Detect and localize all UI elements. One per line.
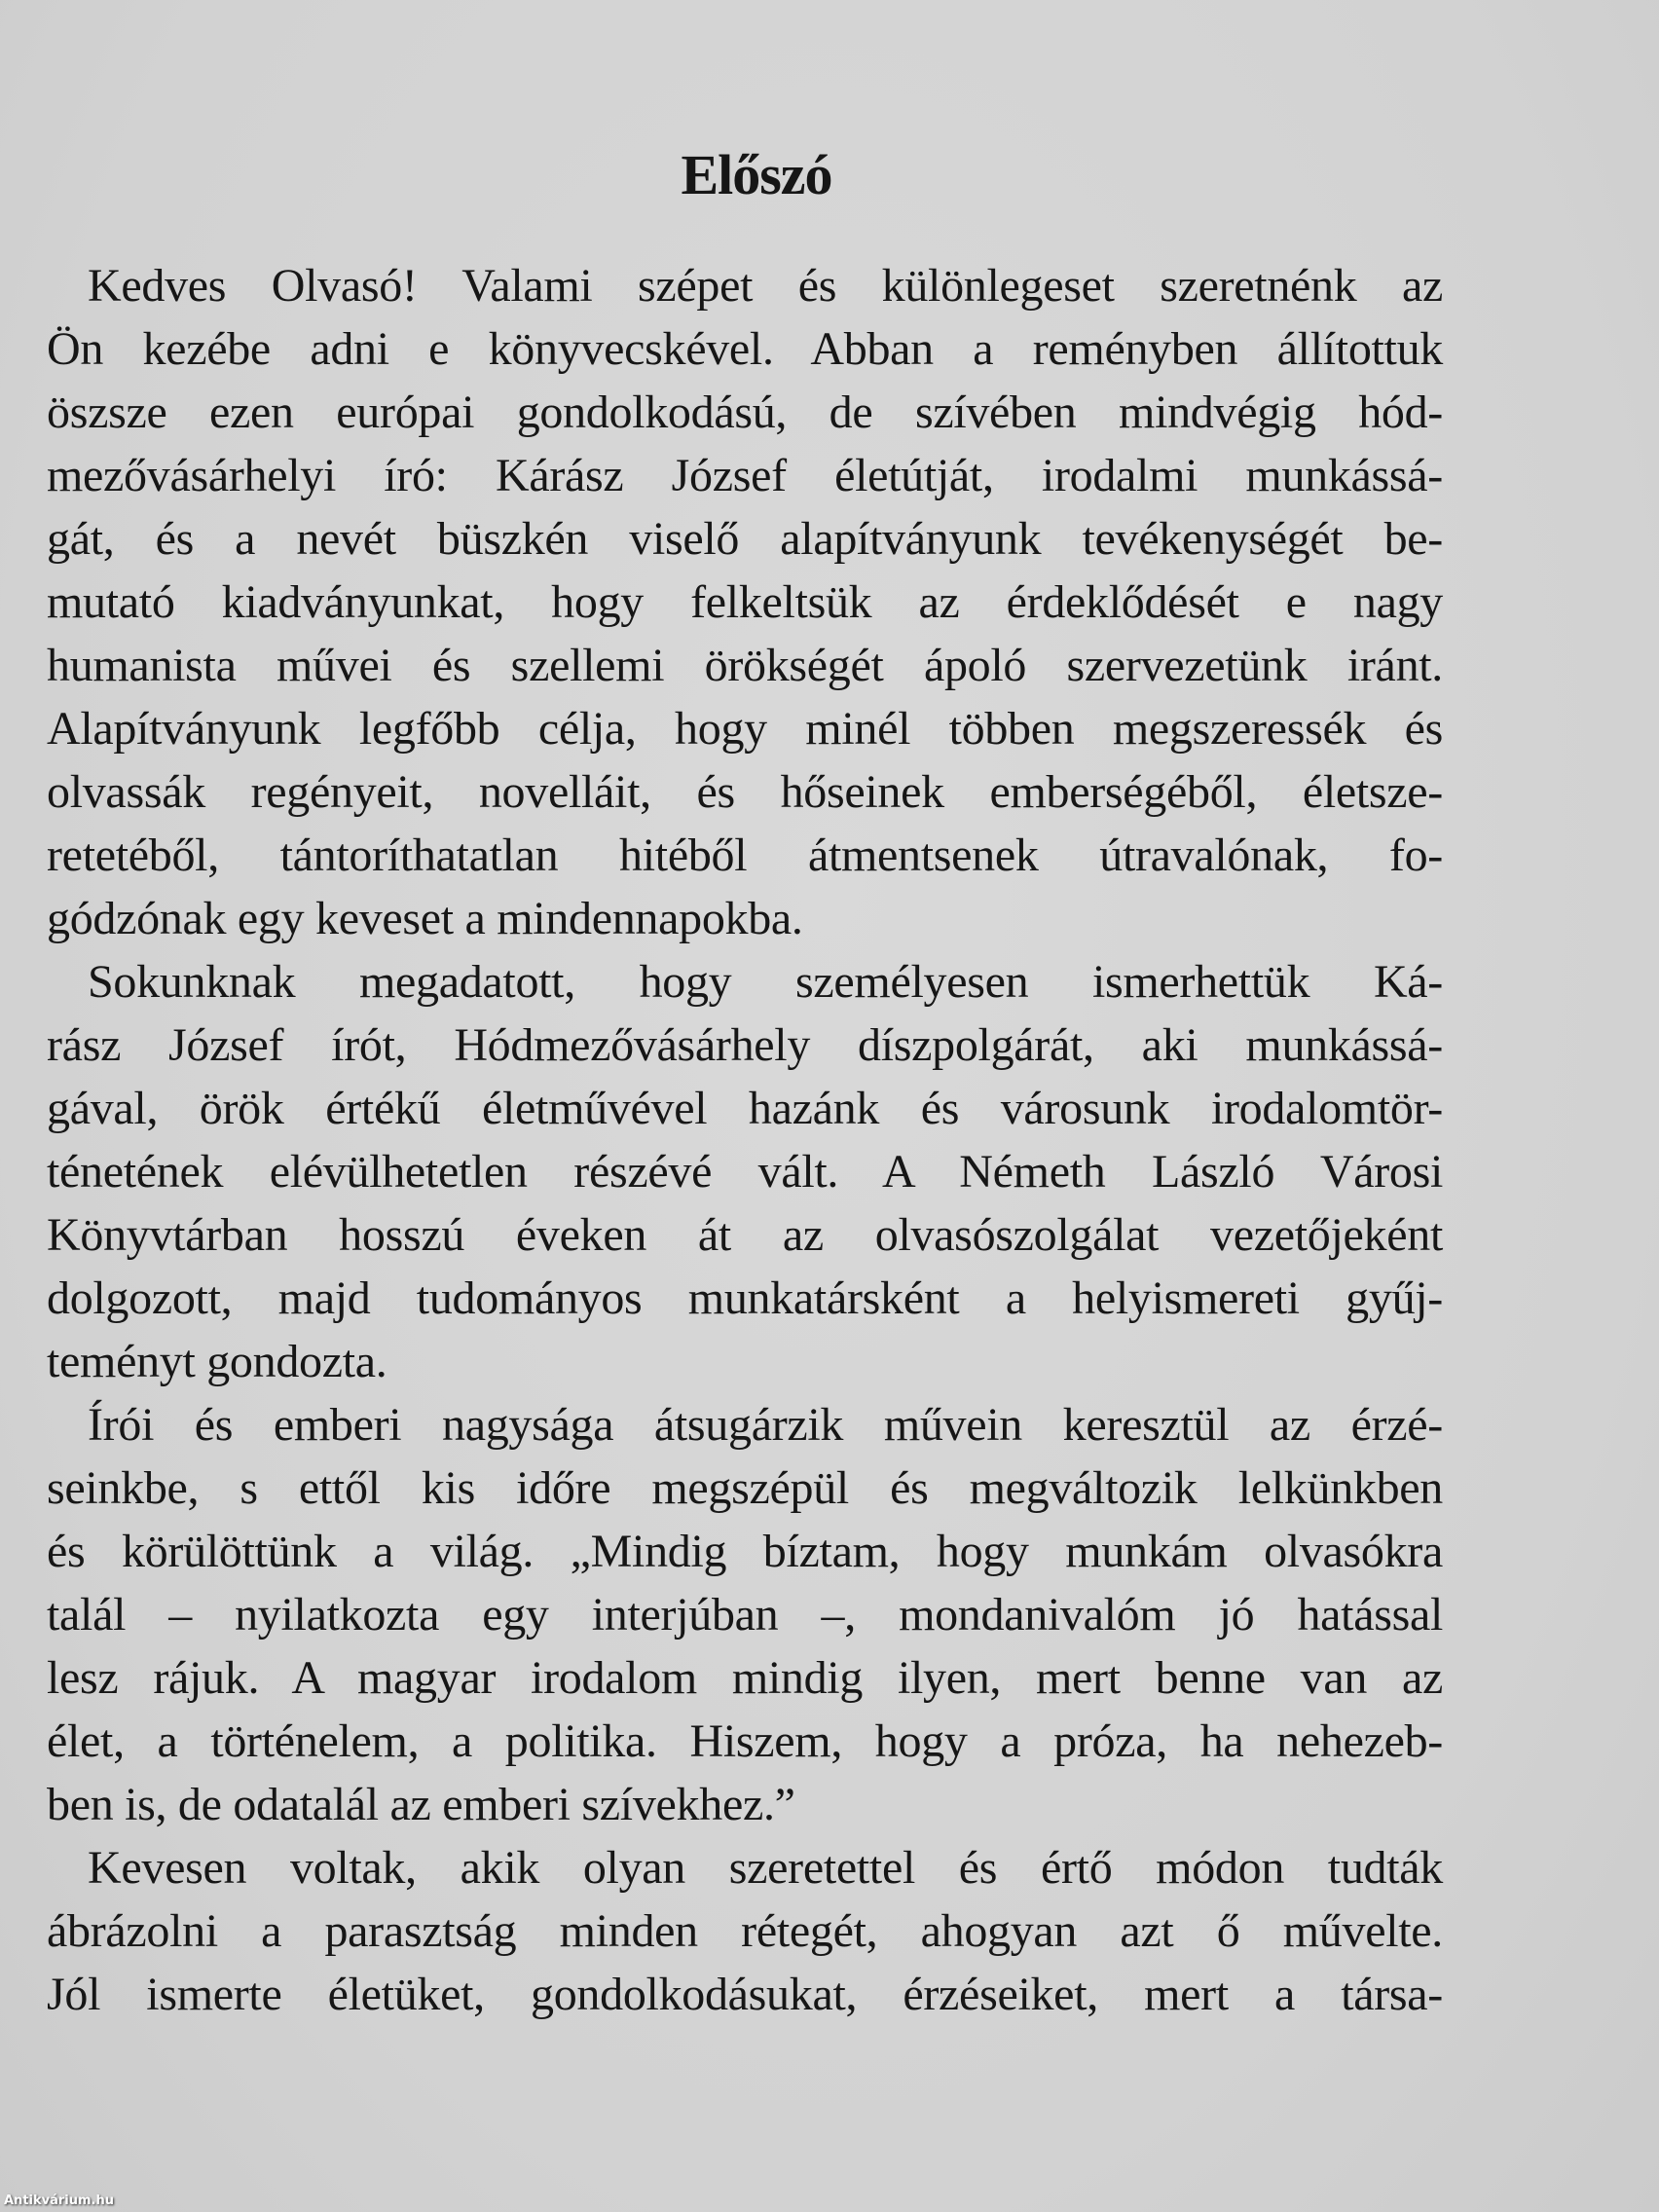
text-line: Kevesen voltak, akik olyan szeretettel és értő módon tudták	[88, 1842, 1443, 1894]
text-line: Sokunknak megadatott, hogy személyesen ismerhettük Ká-	[88, 956, 1443, 1008]
text-line: rász József írót, Hódmezővásárhely díszpolgárát, aki munkássá-	[47, 1019, 1443, 1071]
text-line: mezővásárhelyi író: Kárász József életútját, irodalmi munkássá-	[47, 450, 1443, 501]
text-line: teményt gondozta.	[47, 1336, 387, 1387]
text-line: Alapítványunk legfőbb célja, hogy minél többen megszeressék és	[47, 703, 1443, 755]
text-line: dolgozott, majd tudományos munkatársként a helyismereti gyűj-	[47, 1272, 1443, 1324]
text-line: Ön kezébe adni e könyvecskével. Abban a reményben állítottuk	[47, 323, 1443, 375]
text-line: talál – nyilatkozta egy interjúban –, mondanivalóm jó hatással	[47, 1589, 1443, 1641]
text-line: retetéből, tántoríthatatlan hitéből átmentsenek útravalónak, fo-	[47, 830, 1443, 881]
text-line: ábrázolni a parasztság minden rétegét, ahogyan azt ő művelte.	[47, 1905, 1443, 1957]
text-line: élet, a történelem, a politika. Hiszem, hogy a próza, ha nehezeb-	[47, 1715, 1443, 1767]
text-line: Jól ismerte életüket, gondolkodásukat, érzéseiket, mert a társa-	[47, 1969, 1443, 2020]
text-line: gát, és a nevét büszkén viselő alapítványunk tevékenységét be-	[47, 513, 1443, 565]
text-line: Kedves Olvasó! Valami szépet és különlegeset szeretnénk az	[88, 260, 1443, 312]
text-line: ben is, de odatalál az emberi szívekhez.”	[47, 1779, 795, 1830]
text-line: mutató kiadványunkat, hogy felkeltsük az érdeklődését e nagy	[47, 576, 1443, 628]
text-line: gódzónak egy keveset a mindennapokba.	[47, 893, 803, 944]
text-line: seinkbe, s ettől kis időre megszépül és megváltozik lelkünkben	[47, 1462, 1443, 1514]
text-line: Írói és emberi nagysága átsugárzik művein keresztül az érzé-	[88, 1399, 1443, 1451]
text-line: humanista művei és szellemi örökségét ápoló szervezetünk iránt.	[47, 640, 1443, 691]
body-text	[47, 254, 1443, 2026]
text-line: Könyvtárban hosszú éveken át az olvasószolgálat vezetőjeként	[47, 1209, 1443, 1261]
text-line: olvassák regényeit, novelláit, és hőseinek emberségéből, életsze-	[47, 766, 1443, 818]
watermark: Antikvárium.hu	[4, 2194, 114, 2208]
page-title: Előszó	[681, 143, 832, 206]
text-line: gával, örök értékű életművével hazánk és városunk irodalomtör-	[47, 1083, 1443, 1134]
text-line: és körülöttünk a világ. „Mindig bíztam, hogy munkám olvasókra	[47, 1526, 1443, 1577]
text-line: öszsze ezen európai gondolkodású, de szívében mindvégig hód-	[47, 387, 1443, 438]
text-line: lesz rájuk. A magyar irodalom mindig ilyen, mert benne van az	[47, 1652, 1443, 1704]
text-line: ténetének elévülhetetlen részévé vált. A Németh László Városi	[47, 1146, 1443, 1198]
